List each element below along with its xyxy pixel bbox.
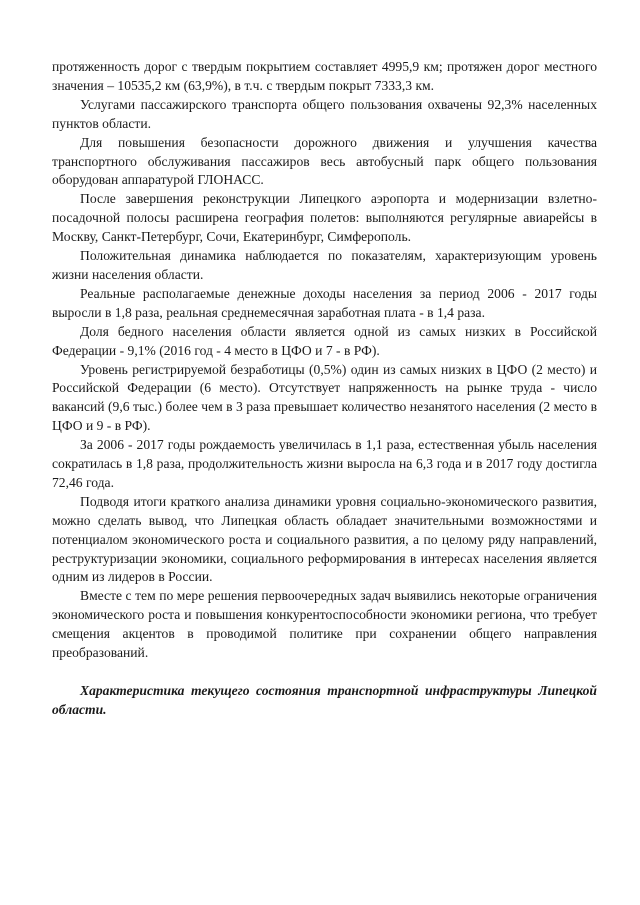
paragraph-constraints: Вместе с тем по мере решения первоочередных задач выявились некоторые ограничения экономического роста и повышения конкурентоспособности экономики региона, что требует смещения акцентов в проводимой политике при сохранении общего направления преобразований. xyxy=(52,588,597,661)
paragraph-glonass: Для повышения безопасности дорожного движения и улучшения качества транспортного обслуживания пассажиров весь автобусный парк общего пользования оборудован аппаратурой ГЛОНАСС. xyxy=(52,134,597,188)
section-heading: Характеристика текущего состояния транспортной инфраструктуры Липецкой области. xyxy=(52,683,597,717)
paragraph-airport: После завершения реконструкции Липецкого аэропорта и модернизации взлетно-посадочной полосы расширена география полетов: выполняются регулярные авиарейсы в Москву, Санкт-Петербург, Сочи, Екатеринбург, Симферополь. xyxy=(52,191,597,245)
paragraph-roads: протяженность дорог с твердым покрытием составляет 4995,9 км; протяжен дорог местного значения – 10535,2 км (63,9%), в т.ч. с твердым покрыт 7333,3 км. xyxy=(52,59,597,93)
paragraph-living-standards: Положительная динамика наблюдается по показателям, характеризующим уровень жизни населения области. xyxy=(52,248,597,282)
paragraph-poverty: Доля бедного населения области является одной из самых низких в Российской Федерации - 9,1% (2016 год - 4 место в ЦФО и 7 - в РФ). xyxy=(52,323,597,358)
document-page xyxy=(52,58,597,720)
paragraph-demographics: За 2006 - 2017 годы рождаемость увеличилась в 1,1 раза, естественная убыль населения сократилась в 1,8 раза, продолжительность жизни выросла на 6,3 года и в 2017 году достигла 72,46 года. xyxy=(52,437,597,490)
paragraph-passenger-transport: Услугами пассажирского транспорта общего пользования охвачены 92,3% населенных пунктов области. xyxy=(52,96,597,131)
paragraph-summary: Подводя итоги краткого анализа динамики уровня социально-экономического развития, можно сделать вывод, что Липецкая область обладает значительными возможностями и потенциалом экономического роста и социального развития, а по целому ряду направлений, реструктуризации экономики, социального реформирования в интересах населения является одним из лидеров в России. xyxy=(52,493,597,585)
paragraph-unemployment: Уровень регистрируемой безработицы (0,5%) один из самых низких в ЦФО (2 место) и Российской Федерации (6 место). Отсутствует напряженность на рынке труда - число вакансий (9,6 тыс.) более чем в 3 раза превышает количество незанятого населения (2 место в ЦФО и 9 - в РФ). xyxy=(52,361,597,434)
paragraph-incomes: Реальные располагаемые денежные доходы населения за период 2006 - 2017 годы выросли в 1,8 раза, реальная среднемесячная заработная плата - в 1,4 раза. xyxy=(52,285,597,320)
